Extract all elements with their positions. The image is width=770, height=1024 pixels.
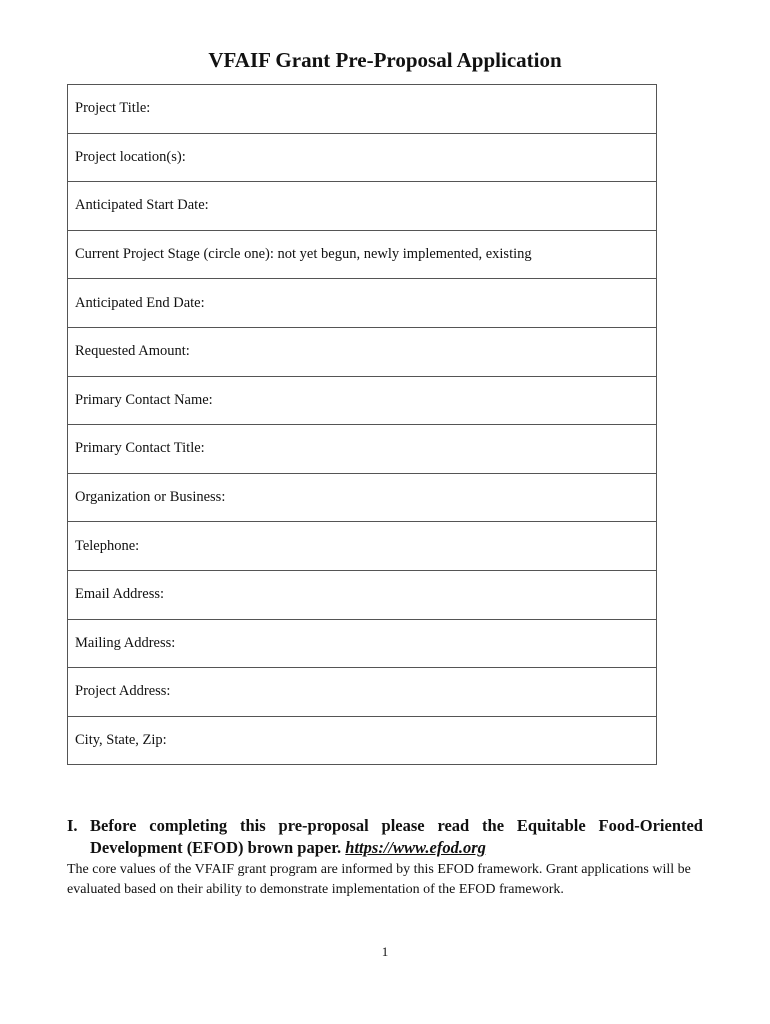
form-row-contact-title [68,425,657,474]
form-row-project-location [68,133,657,182]
section-efod [67,815,703,900]
field-organization[interactable]: Organization or Business: [68,473,657,522]
form-row-email [68,570,657,619]
field-mailing-address[interactable]: Mailing Address: [68,619,657,668]
form-row-project-address [68,668,657,717]
field-requested-amount[interactable]: Requested Amount: [68,327,657,376]
form-row-requested-amount [68,327,657,376]
efod-link[interactable]: https://www.efod.org [345,838,486,857]
field-project-title[interactable]: Project Title: [68,85,657,134]
field-project-location[interactable]: Project location(s): [68,133,657,182]
section-body-text: The core values of the VFAIF grant program are informed by this EFOD framework. Grant applications will be evaluated based on their ability to demonstrate implementation of the EFOD framework. [67,862,691,897]
section-heading-label: Before completing this pre-proposal please read the Equitable Food-Oriented Development (EFOD) brown paper. [90,816,703,857]
field-contact-title[interactable]: Primary Contact Title: [68,425,657,474]
form-row-contact-name [68,376,657,425]
section-number: I. [67,816,78,835]
field-email[interactable]: Email Address: [68,570,657,619]
section-heading [67,815,703,859]
form-row-organization [68,473,657,522]
section-heading-text [90,815,703,859]
field-end-date[interactable]: Anticipated End Date: [68,279,657,328]
document-title: VFAIF Grant Pre-Proposal Application [208,48,562,72]
field-start-date[interactable]: Anticipated Start Date: [68,182,657,231]
form-row-mailing-address [68,619,657,668]
form-row-project-stage [68,230,657,279]
form-row-telephone [68,522,657,571]
form-row-city-state-zip [68,716,657,765]
field-telephone[interactable]: Telephone: [68,522,657,571]
field-contact-name[interactable]: Primary Contact Name: [68,376,657,425]
field-city-state-zip[interactable]: City, State, Zip: [68,716,657,765]
form-row-end-date [68,279,657,328]
field-project-stage[interactable]: Current Project Stage (circle one): not yet begun, newly implemented, existing [68,230,657,279]
page-number: 1 [381,944,389,959]
form-row-start-date [68,182,657,231]
application-form-table [67,84,657,765]
form-row-project-title [68,85,657,134]
field-project-address[interactable]: Project Address: [68,668,657,717]
